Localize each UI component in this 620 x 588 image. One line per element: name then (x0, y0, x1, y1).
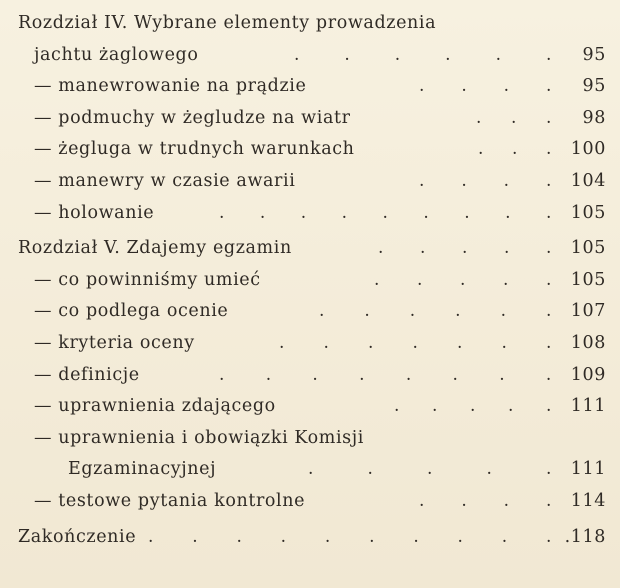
toc-item-title: — kryteria oceny (34, 332, 195, 353)
page-number: 108 (570, 332, 606, 353)
dot-leader: . . . . . . . . . (219, 202, 552, 223)
page-number: 104 (570, 170, 606, 191)
page-number: 107 (570, 301, 606, 322)
toc-item[interactable] (18, 134, 606, 166)
chapter-iv-subtitle: jachtu żaglowego (34, 44, 199, 65)
toc-item[interactable] (18, 103, 606, 135)
toc-item[interactable] (18, 328, 606, 360)
page-number: 95 (582, 76, 606, 97)
dot-leader: . . . . . . (319, 301, 552, 322)
page-number: .118 (564, 526, 606, 547)
page-number: 105 (570, 269, 606, 290)
toc-item-title: — definicje (34, 364, 140, 385)
toc-item-title: — manewry w czasie awarii (34, 170, 296, 191)
dot-leader: . . . . . (308, 459, 552, 480)
toc-item[interactable] (18, 391, 606, 423)
toc-item-title: — testowe pytania kontrolne (34, 490, 306, 511)
toc-entry[interactable] (34, 40, 606, 72)
toc-item-title: — uprawnienia i obowiązki Komisji (34, 427, 364, 448)
page-number: 100 (570, 139, 606, 160)
chapter-v-title: Rozdział V. Zdajemy egzamin (18, 238, 292, 259)
toc-item-title: — co podlega ocenie (34, 301, 229, 322)
dot-leader: . . . . . . . . (219, 364, 552, 385)
dot-leader: . . . (478, 139, 552, 160)
dot-leader: . . . . . (374, 269, 552, 290)
toc-item-multiline-2[interactable] (18, 454, 606, 486)
dot-leader: . . . . . (378, 238, 552, 259)
toc-item-title: — podmuchy w żegludze na wiatr (34, 107, 351, 128)
page-number: 109 (570, 364, 606, 385)
page-number: 95 (582, 44, 606, 65)
dot-leader: . . . . (419, 170, 552, 191)
page-number: 111 (570, 459, 606, 480)
toc-item[interactable] (18, 166, 606, 198)
dot-leader: . . . . . . . (279, 332, 552, 353)
dot-leader: . . . . (419, 490, 552, 511)
dot-leader: . . . (476, 107, 552, 128)
toc-item-title: — manewrowanie na prądzie (34, 76, 307, 97)
toc-item-title: — co powinniśmy umieć (34, 269, 261, 290)
toc-item-title: — uprawnienia zdającego (34, 396, 276, 417)
page-number: 98 (582, 107, 606, 128)
zakonczenie-entry[interactable] (18, 522, 606, 554)
chapter-iv-title: Rozdział IV. Wybrane elementy prowadzenia (18, 13, 437, 33)
toc-item[interactable] (18, 296, 606, 328)
toc-item[interactable] (18, 198, 606, 230)
dot-leader: . . . . (419, 76, 552, 97)
chapter-v-entry[interactable] (18, 233, 606, 265)
toc-item-title: — żegluga w trudnych warunkach (34, 139, 355, 160)
dot-leader: . . . . . . . . . . (148, 526, 552, 547)
page-number: 105 (570, 238, 606, 259)
toc-item[interactable] (18, 486, 606, 518)
toc-item-title: — holowanie (34, 202, 155, 223)
chapter-iv-title-line-1 (18, 8, 606, 40)
zakonczenie-title: Zakończenie (18, 526, 137, 547)
dot-leader: . . . . . . (294, 44, 552, 65)
toc-item-multiline-1 (18, 423, 606, 455)
toc-item[interactable] (18, 71, 606, 103)
toc-item-title: Egzaminacyjnej (68, 459, 217, 480)
chapter-iv-title-line-2[interactable] (18, 40, 606, 72)
page-number: 111 (570, 396, 606, 417)
toc-item[interactable] (18, 265, 606, 297)
toc-item[interactable] (18, 360, 606, 392)
dot-leader: . . . . . (394, 396, 552, 417)
page-number: 114 (570, 490, 606, 511)
page-number: 105 (570, 202, 606, 223)
